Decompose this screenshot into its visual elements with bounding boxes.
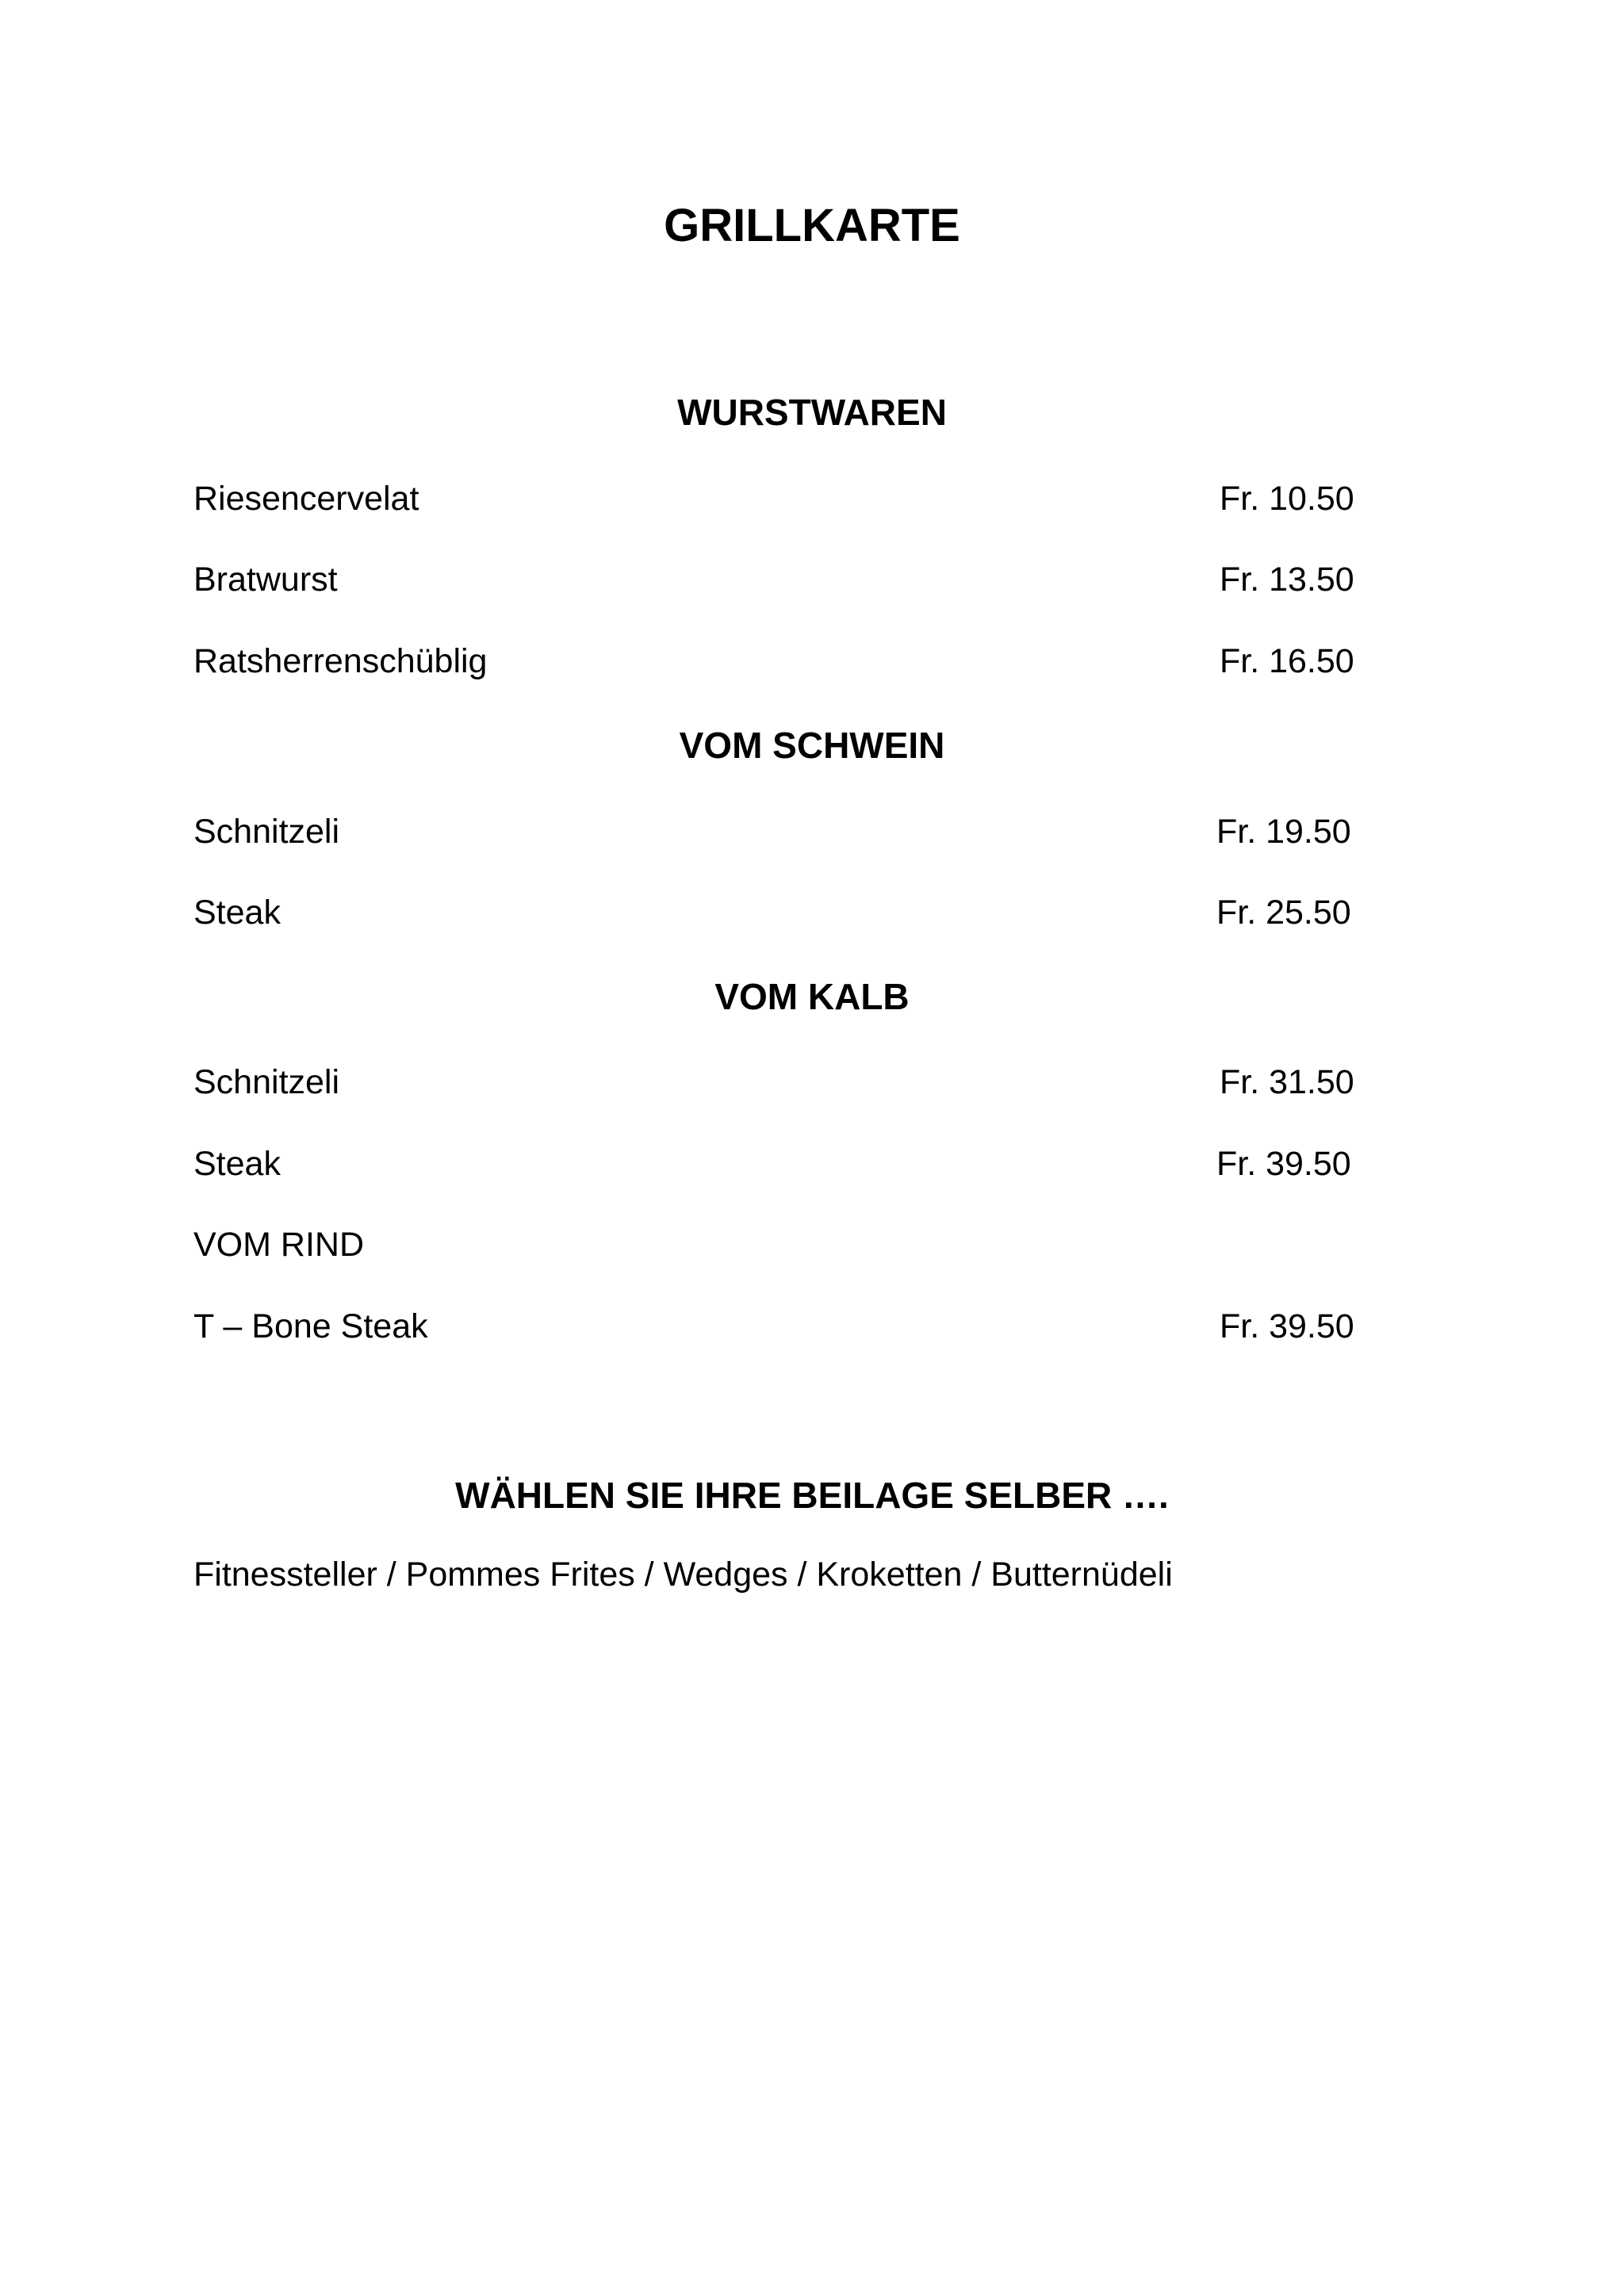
menu-item-price: Fr. 19.50 [1216,813,1351,851]
section-heading-vom-rind: VOM RIND [193,1226,364,1264]
menu-item-price: Fr. 31.50 [1220,1063,1354,1101]
menu-item-name: Schnitzeli [193,813,340,851]
menu-item-name: T – Bone Steak [193,1307,428,1345]
menu-item-name: Ratsherrenschüblig [193,642,488,680]
menu-item-price: Fr. 25.50 [1216,894,1351,932]
section-heading-vom-schwein: VOM SCHWEIN [679,725,945,766]
page-title: GRILLKARTE [664,200,960,251]
menu-item-price: Fr. 10.50 [1220,480,1354,518]
menu-item-name: Riesencervelat [193,480,419,518]
menu-item-price: Fr. 16.50 [1220,642,1354,680]
menu-item-name: Steak [193,894,281,932]
sides-heading: WÄHLEN SIE IHRE BEILAGE SELBER …. [455,1475,1169,1516]
menu-item-price: Fr. 39.50 [1216,1145,1351,1183]
section-heading-wurstwaren: WURSTWAREN [677,392,947,433]
menu-item-name: Schnitzeli [193,1063,340,1101]
menu-item-price: Fr. 39.50 [1220,1307,1354,1345]
menu-item-price: Fr. 13.50 [1220,561,1354,599]
menu-item-name: Bratwurst [193,561,338,599]
section-heading-vom-kalb: VOM KALB [714,976,910,1017]
sides-text: Fitnessteller / Pommes Frites / Wedges / Kroketten / Butternüdeli [193,1556,1173,1594]
menu-item-name: Steak [193,1145,281,1183]
